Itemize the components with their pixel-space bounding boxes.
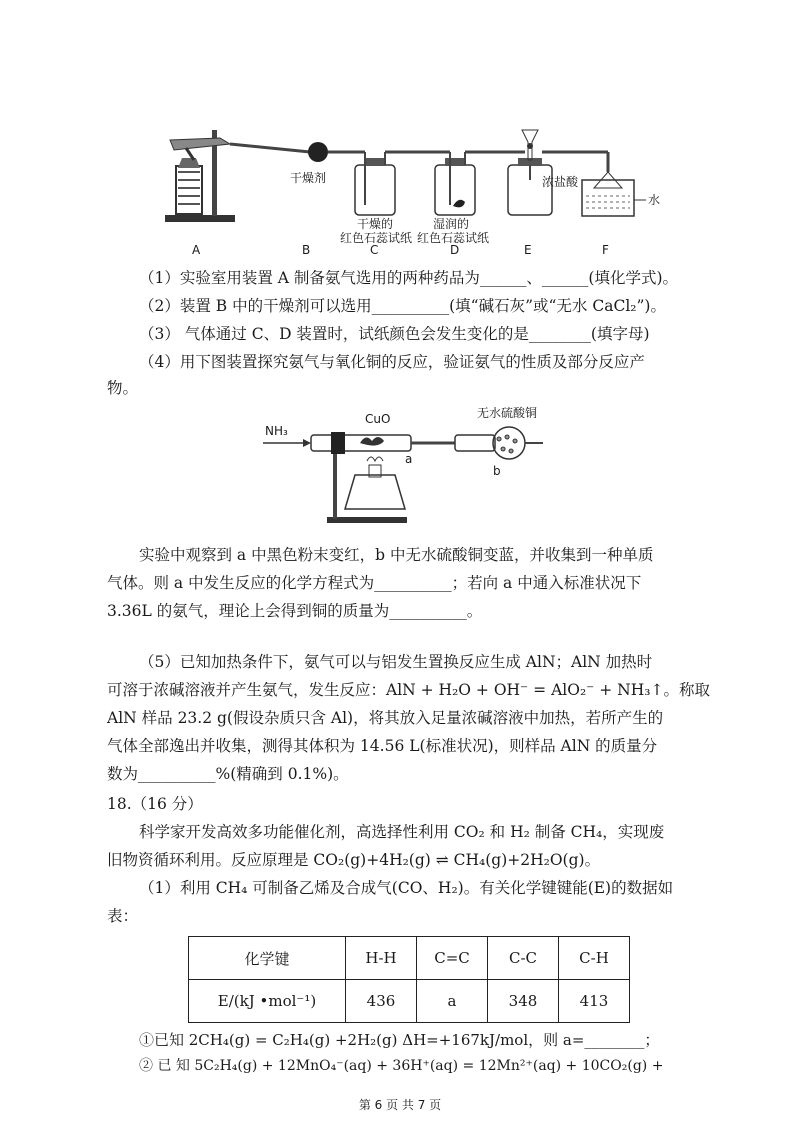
table-value-row	[189, 980, 630, 1023]
apparatus-letter-e: E	[524, 243, 532, 257]
wet-paper-label-2: 红色石蕊试纸	[417, 231, 490, 245]
table-bond-ch: C-H	[559, 937, 630, 980]
apparatus-letter-f: F	[602, 243, 609, 257]
table-bond-c=c: C=C	[417, 937, 488, 980]
q18-header: 18.（16 分）	[107, 795, 203, 813]
table-header-row	[189, 937, 630, 980]
table-bond-hh: H-H	[346, 937, 417, 980]
table-header-label: 化学键	[189, 937, 346, 980]
cuso4-label: 无水硫酸铜	[477, 406, 538, 420]
q17-part5-line4: 气体全部逸出并收集，测得其体积为 14.56 L(标准状况)，则样品 AlN 的质量分	[107, 737, 658, 755]
q18-part1-line1: （1）利用 CH₄ 可制备乙烯及合成气(CO、H₂)。有关化学键键能(E)的数据如	[139, 879, 674, 897]
q17-part3: （3） 气体通过 C、D 装置时，试纸颜色会发生变化的是________(填字母)	[139, 325, 650, 343]
q17-part1: （1）实验室用装置 A 制备氨气选用的两种药品为______、______(填化学式)。	[139, 269, 679, 287]
apparatus-letter-c: C	[370, 243, 379, 257]
apparatus-letter-d: D	[450, 243, 460, 257]
q18-sub2-line1: ② 已 知 5C₂H₄(g) + 12MnO₄⁻(aq) + 36H⁺(aq) = 12Mn²⁺(aq) + 10CO₂(g) +	[139, 1058, 664, 1074]
wet-paper-label-1: 湿润的	[433, 217, 470, 231]
table-value-hh: 436	[346, 980, 417, 1023]
dry-paper-label-1: 干燥的	[357, 217, 394, 231]
q17-part5-line5: 数为__________%(精确到 0.1%)。	[107, 765, 349, 783]
q17-part5-line2: 可溶于浓碱溶液并产生氨气，发生反应：AlN + H₂O + OH⁻ = AlO₂⁻ + NH₃↑。称取	[107, 681, 710, 699]
table-value-cc: 348	[488, 980, 559, 1023]
q17-part4-line2: 物。	[107, 379, 139, 397]
cuo-label: CuO	[365, 412, 391, 426]
q17-part4-obs-line3: 3.36L 的氨气，理论上会得到铜的质量为__________。	[107, 602, 483, 620]
q18-sub1: ①已知 2CH₄(g) = C₂H₄(g) +2H₂(g) ΔH=+167kJ/mol，则 a=________；	[139, 1031, 660, 1049]
label-b: b	[493, 464, 501, 478]
table-value-ch: 413	[559, 980, 630, 1023]
q18-part1-line2: 表：	[107, 907, 139, 925]
q17-part4-obs-line1: 实验中观察到 a 中黑色粉末变红，b 中无水硫酸铜变蓝，并收集到一种单质	[139, 546, 654, 564]
table-value-c=c: a	[417, 980, 488, 1023]
page-footer: 第 6 页 共 7 页	[358, 1098, 442, 1112]
table-bond-cc: C-C	[488, 937, 559, 980]
nh3-cuo-apparatus-figure	[255, 405, 555, 530]
conc-hcl-label: 浓盐酸	[542, 175, 579, 189]
table-row-label: E/(kJ •mol⁻¹)	[189, 980, 346, 1023]
q17-part4-obs-line2: 气体。则 a 中发生反应的化学方程式为__________；若向 a 中通入标准状况下	[107, 574, 642, 592]
bond-energy-table	[188, 936, 630, 1023]
label-a: a	[405, 452, 413, 466]
q18-intro-line2: 旧物资循环利用。反应原理是 CO₂(g)+4H₂(g) ⇌ CH₄(g)+2H₂O(g)。	[107, 851, 601, 869]
q17-part5-line3: AlN 样品 23.2 g(假设杂质只含 Al)，将其放入足量浓碱溶液中加热，若所产生的	[107, 709, 664, 727]
q17-part2: （2）装置 B 中的干燥剂可以选用__________(填“碱石灰”或“无水 CaCl₂”)。	[139, 297, 666, 315]
q17-part4-line1: （4）用下图装置探究氨气与氧化铜的反应，验证氨气的性质及部分反应产	[139, 353, 645, 371]
apparatus-letter-b: B	[302, 243, 311, 257]
apparatus-letter-a: A	[192, 243, 201, 257]
q17-part5-line1: （5）已知加热条件下，氨气可以与铝发生置换反应生成 AlN；AlN 加热时	[139, 653, 653, 671]
q18-intro-line1: 科学家开发高效多功能催化剂，高选择性利用 CO₂ 和 H₂ 制备 CH₄，实现废	[139, 823, 665, 841]
desiccant-label: 干燥剂	[290, 171, 327, 185]
dry-paper-label-2: 红色石蕊试纸	[340, 231, 413, 245]
water-label: 水	[648, 193, 661, 207]
ammonia-apparatus-figure	[150, 120, 670, 260]
nh3-label: NH₃	[265, 424, 288, 438]
